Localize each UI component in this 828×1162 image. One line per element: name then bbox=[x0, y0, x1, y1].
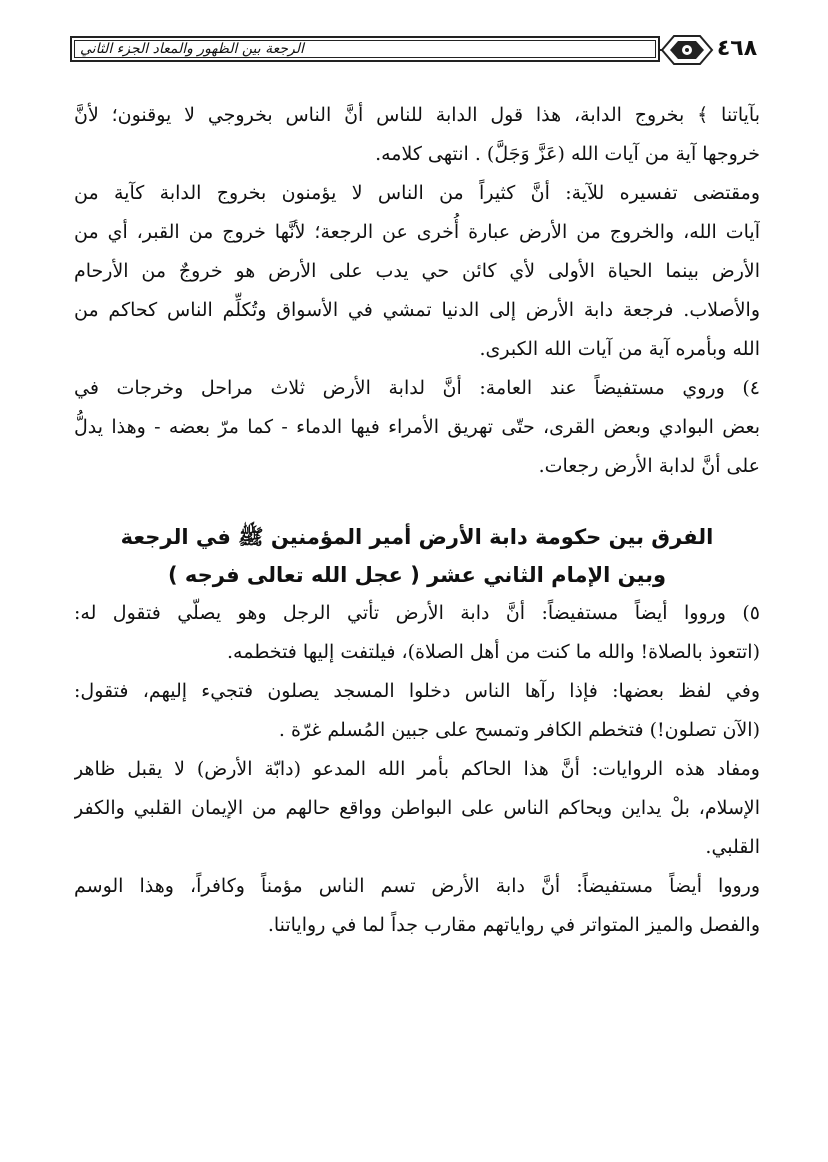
page-body bbox=[74, 96, 760, 945]
text-line: آيات الله، والخروج من الأرض عبارة أُخرى عن الرجعة؛ لأنَّها خروج من القبر، أي من bbox=[74, 221, 760, 243]
paragraph bbox=[74, 750, 760, 867]
page-header bbox=[70, 26, 760, 74]
text-line: على أنَّ لدابة الأرض رجعات. bbox=[538, 455, 760, 477]
text-line: ومفاد هذه الروايات: أنَّ هذا الحاكم بأمر الله المدعو (دابّة الأرض) لا يقبل ظاهر bbox=[74, 758, 760, 780]
text-line: بآياتنا ﴾ بخروج الدابة، هذا قول الدابة للناس أنَّ الناس بخروجي لا يوقنون؛ لأنَّ bbox=[74, 104, 760, 126]
section-heading bbox=[74, 518, 760, 594]
text-line: الأرض بينما الحياة الأولى لأي كائن حي يدب على الأرض هو خروجٌ من الأرحام bbox=[74, 260, 760, 282]
paragraph bbox=[74, 369, 760, 486]
paragraph bbox=[74, 594, 760, 672]
page-number: ٤٦٨ bbox=[716, 36, 758, 61]
text-line: الإسلام، بلْ يداين ويحاكم الناس على البواطن وواقع حالهم من الإيمان القلبي والكفر bbox=[74, 797, 760, 819]
text-line: ورووا أيضاً مستفيضاً: أنَّ دابة الأرض تسم الناس مؤمناً وكافراً، وهذا الوسم bbox=[74, 875, 760, 897]
text-line: القلبي. bbox=[705, 836, 760, 858]
text-line: ٥) ورووا أيضاً مستفيضاً: أنَّ دابة الأرض تأتي الرجل وهو يصلّي فتقول له: bbox=[74, 602, 760, 624]
paragraph bbox=[74, 174, 760, 369]
paragraph bbox=[74, 96, 760, 174]
paragraph bbox=[74, 867, 760, 945]
section-heading-line: وبين الإمام الثاني عشر ( عجل الله تعالى فرجه ) bbox=[167, 563, 667, 587]
text-line: (الآن تصلون!) فتخطم الكافر وتمسح على جبين المُسلم غرّة . bbox=[278, 719, 760, 741]
running-title: الرجعة بين الظهور والمعاد الجزء الثاني bbox=[80, 41, 304, 57]
text-line: والأصلاب. فرجعة دابة الأرض إلى الدنيا تمشي في الأسواق وتُكلِّم الناس كحاكم من bbox=[74, 299, 760, 321]
text-line: والفصل والميز المتواتر في رواياتهم مقارب جداً لما في رواياتنا. bbox=[267, 914, 760, 936]
running-title-frame bbox=[70, 36, 660, 62]
text-line: (اتتعوذ بالصلاة! والله ما كنت من أهل الصلاة)، فيلتفت إليها فتخطمه. bbox=[227, 641, 760, 663]
section-heading-line: الفرق بين حكومة دابة الأرض أمير المؤمنين ﷺ في الرجعة bbox=[120, 525, 714, 549]
ornament-icon bbox=[660, 28, 714, 70]
text-line: ومقتضى تفسيره للآية: أنَّ كثيراً من الناس لا يؤمنون بخروج الدابة كآية من bbox=[74, 182, 760, 204]
paragraph bbox=[74, 672, 760, 750]
text-line: وفي لفظ بعضها: فإذا رآها الناس دخلوا المسجد يصلون فتجيء إليهم، فتقول: bbox=[74, 680, 760, 702]
text-line: خروجها آية من آيات الله (عَزَّ وَجَلَّ) . انتهى كلامه. bbox=[375, 143, 760, 165]
text-line: بعض البوادي وبعض القرى، حتّى تهريق الأمراء فيها الدماء - كما مرّ بعضه - وهذا يدلُّ bbox=[74, 416, 760, 438]
text-line: الله وبأمره آية من آيات الله الكبرى. bbox=[479, 338, 760, 360]
text-line: ٤) وروي مستفيضاً عند العامة: أنَّ لدابة الأرض ثلاث مراحل وخرجات في bbox=[74, 377, 760, 399]
